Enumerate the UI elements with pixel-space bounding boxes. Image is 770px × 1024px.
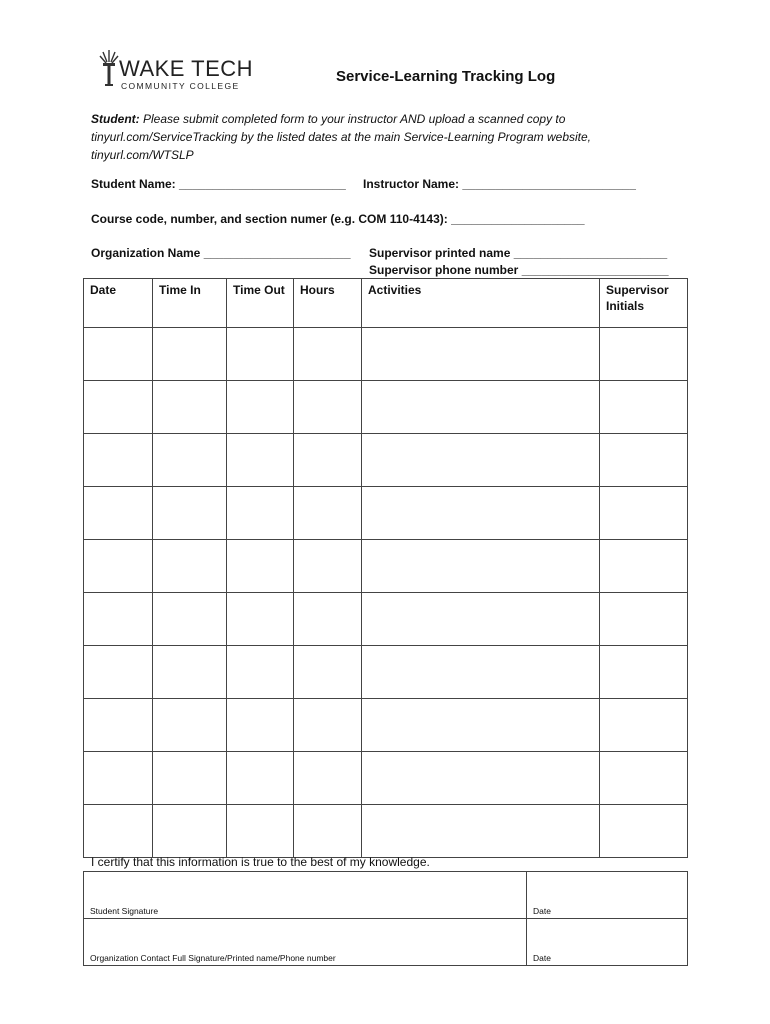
college-logo <box>97 48 254 92</box>
student-signature-cell[interactable] <box>84 872 527 919</box>
cell-date[interactable] <box>84 487 153 540</box>
cell-time-out[interactable] <box>227 699 294 752</box>
signature-table <box>83 871 688 966</box>
table-row <box>84 752 688 805</box>
column-header-date: Date <box>84 279 153 328</box>
instructions <box>91 110 651 164</box>
cell-date[interactable] <box>84 699 153 752</box>
cell-time-out[interactable] <box>227 752 294 805</box>
org-date-label: Date <box>533 953 551 963</box>
cell-supervisor-initials[interactable] <box>600 434 688 487</box>
student-date-label: Date <box>533 906 551 916</box>
cell-supervisor-initials[interactable] <box>600 752 688 805</box>
torch-logo-icon <box>97 48 121 90</box>
student-name-field[interactable]: Student Name: _________________________ <box>91 177 346 191</box>
cell-time-out[interactable] <box>227 593 294 646</box>
cell-hours[interactable] <box>294 540 362 593</box>
cell-time-in[interactable] <box>153 487 227 540</box>
cell-date[interactable] <box>84 593 153 646</box>
cell-activities[interactable] <box>362 752 600 805</box>
cell-date[interactable] <box>84 381 153 434</box>
column-header-time-in: Time In <box>153 279 227 328</box>
cell-time-in[interactable] <box>153 381 227 434</box>
table-row <box>84 540 688 593</box>
cell-time-in[interactable] <box>153 540 227 593</box>
student-signature-row <box>84 872 688 919</box>
cell-time-out[interactable] <box>227 540 294 593</box>
org-signature-label: Organization Contact Full Signature/Printed name/Phone number <box>90 953 336 963</box>
table-row <box>84 381 688 434</box>
column-header-supervisor-initials: Supervisor Initials <box>600 279 688 328</box>
cell-activities[interactable] <box>362 593 600 646</box>
instructions-lead: Student: <box>91 112 140 126</box>
cell-activities[interactable] <box>362 328 600 381</box>
cell-activities[interactable] <box>362 540 600 593</box>
cell-activities[interactable] <box>362 434 600 487</box>
student-date-cell[interactable] <box>527 872 688 919</box>
cell-hours[interactable] <box>294 328 362 381</box>
table-row <box>84 328 688 381</box>
table-header-row <box>84 279 688 328</box>
form-title: Service-Learning Tracking Log <box>336 68 556 85</box>
column-header-hours: Hours <box>294 279 362 328</box>
cell-hours[interactable] <box>294 434 362 487</box>
course-code-field[interactable]: Course code, number, and section numer (e.g. COM 110-4143): ____________________ <box>91 212 585 226</box>
cell-time-out[interactable] <box>227 805 294 858</box>
instructor-name-field[interactable]: Instructor Name: __________________________ <box>363 177 636 191</box>
cell-activities[interactable] <box>362 699 600 752</box>
table-row <box>84 805 688 858</box>
cell-date[interactable] <box>84 752 153 805</box>
org-signature-row <box>84 919 688 966</box>
cell-time-in[interactable] <box>153 805 227 858</box>
cell-time-out[interactable] <box>227 328 294 381</box>
table-row <box>84 593 688 646</box>
cell-supervisor-initials[interactable] <box>600 805 688 858</box>
logo-name: WAKE TECH <box>119 56 254 81</box>
cell-activities[interactable] <box>362 487 600 540</box>
table-row <box>84 434 688 487</box>
cell-hours[interactable] <box>294 381 362 434</box>
cell-hours[interactable] <box>294 752 362 805</box>
logo-subtitle: COMMUNITY COLLEGE <box>121 81 240 91</box>
table-body <box>84 328 688 858</box>
cell-time-in[interactable] <box>153 646 227 699</box>
tracking-log-table <box>83 278 688 858</box>
table-row <box>84 699 688 752</box>
column-header-time-out: Time Out <box>227 279 294 328</box>
supervisor-name-field[interactable]: Supervisor printed name _______________________ <box>369 246 668 260</box>
cell-activities[interactable] <box>362 646 600 699</box>
cell-activities[interactable] <box>362 805 600 858</box>
student-signature-label: Student Signature <box>90 906 159 916</box>
cell-time-in[interactable] <box>153 752 227 805</box>
cell-date[interactable] <box>84 434 153 487</box>
cell-time-out[interactable] <box>227 381 294 434</box>
organization-name-field[interactable]: Organization Name ______________________ <box>91 246 351 260</box>
cell-time-in[interactable] <box>153 434 227 487</box>
column-header-activities: Activities <box>362 279 600 328</box>
cell-supervisor-initials[interactable] <box>600 540 688 593</box>
cell-supervisor-initials[interactable] <box>600 593 688 646</box>
cell-activities[interactable] <box>362 381 600 434</box>
cell-hours[interactable] <box>294 699 362 752</box>
cell-time-out[interactable] <box>227 434 294 487</box>
table-row <box>84 487 688 540</box>
cell-time-in[interactable] <box>153 699 227 752</box>
cell-supervisor-initials[interactable] <box>600 328 688 381</box>
cell-date[interactable] <box>84 646 153 699</box>
cell-supervisor-initials[interactable] <box>600 699 688 752</box>
org-signature-cell[interactable] <box>84 919 527 966</box>
cell-date[interactable] <box>84 540 153 593</box>
cell-hours[interactable] <box>294 593 362 646</box>
table-row <box>84 646 688 699</box>
cell-time-in[interactable] <box>153 593 227 646</box>
instructions-text: Please submit completed form to your instructor AND upload a scanned copy to tinyurl.com/ServiceTracking by the listed dates at the main Service-Learning Program website, tinyurl.com/WTSLP <box>91 112 591 162</box>
cell-hours[interactable] <box>294 646 362 699</box>
cell-date[interactable] <box>84 805 153 858</box>
cell-supervisor-initials[interactable] <box>600 381 688 434</box>
cell-supervisor-initials[interactable] <box>600 487 688 540</box>
certification-statement: I certify that this information is true to the best of my knowledge. <box>91 855 430 869</box>
cell-time-out[interactable] <box>227 487 294 540</box>
cell-time-out[interactable] <box>227 646 294 699</box>
cell-hours[interactable] <box>294 487 362 540</box>
cell-hours[interactable] <box>294 805 362 858</box>
cell-date[interactable] <box>84 328 153 381</box>
org-date-cell[interactable] <box>527 919 688 966</box>
cell-time-in[interactable] <box>153 328 227 381</box>
supervisor-phone-field[interactable]: Supervisor phone number ______________________ <box>369 263 669 277</box>
cell-supervisor-initials[interactable] <box>600 646 688 699</box>
